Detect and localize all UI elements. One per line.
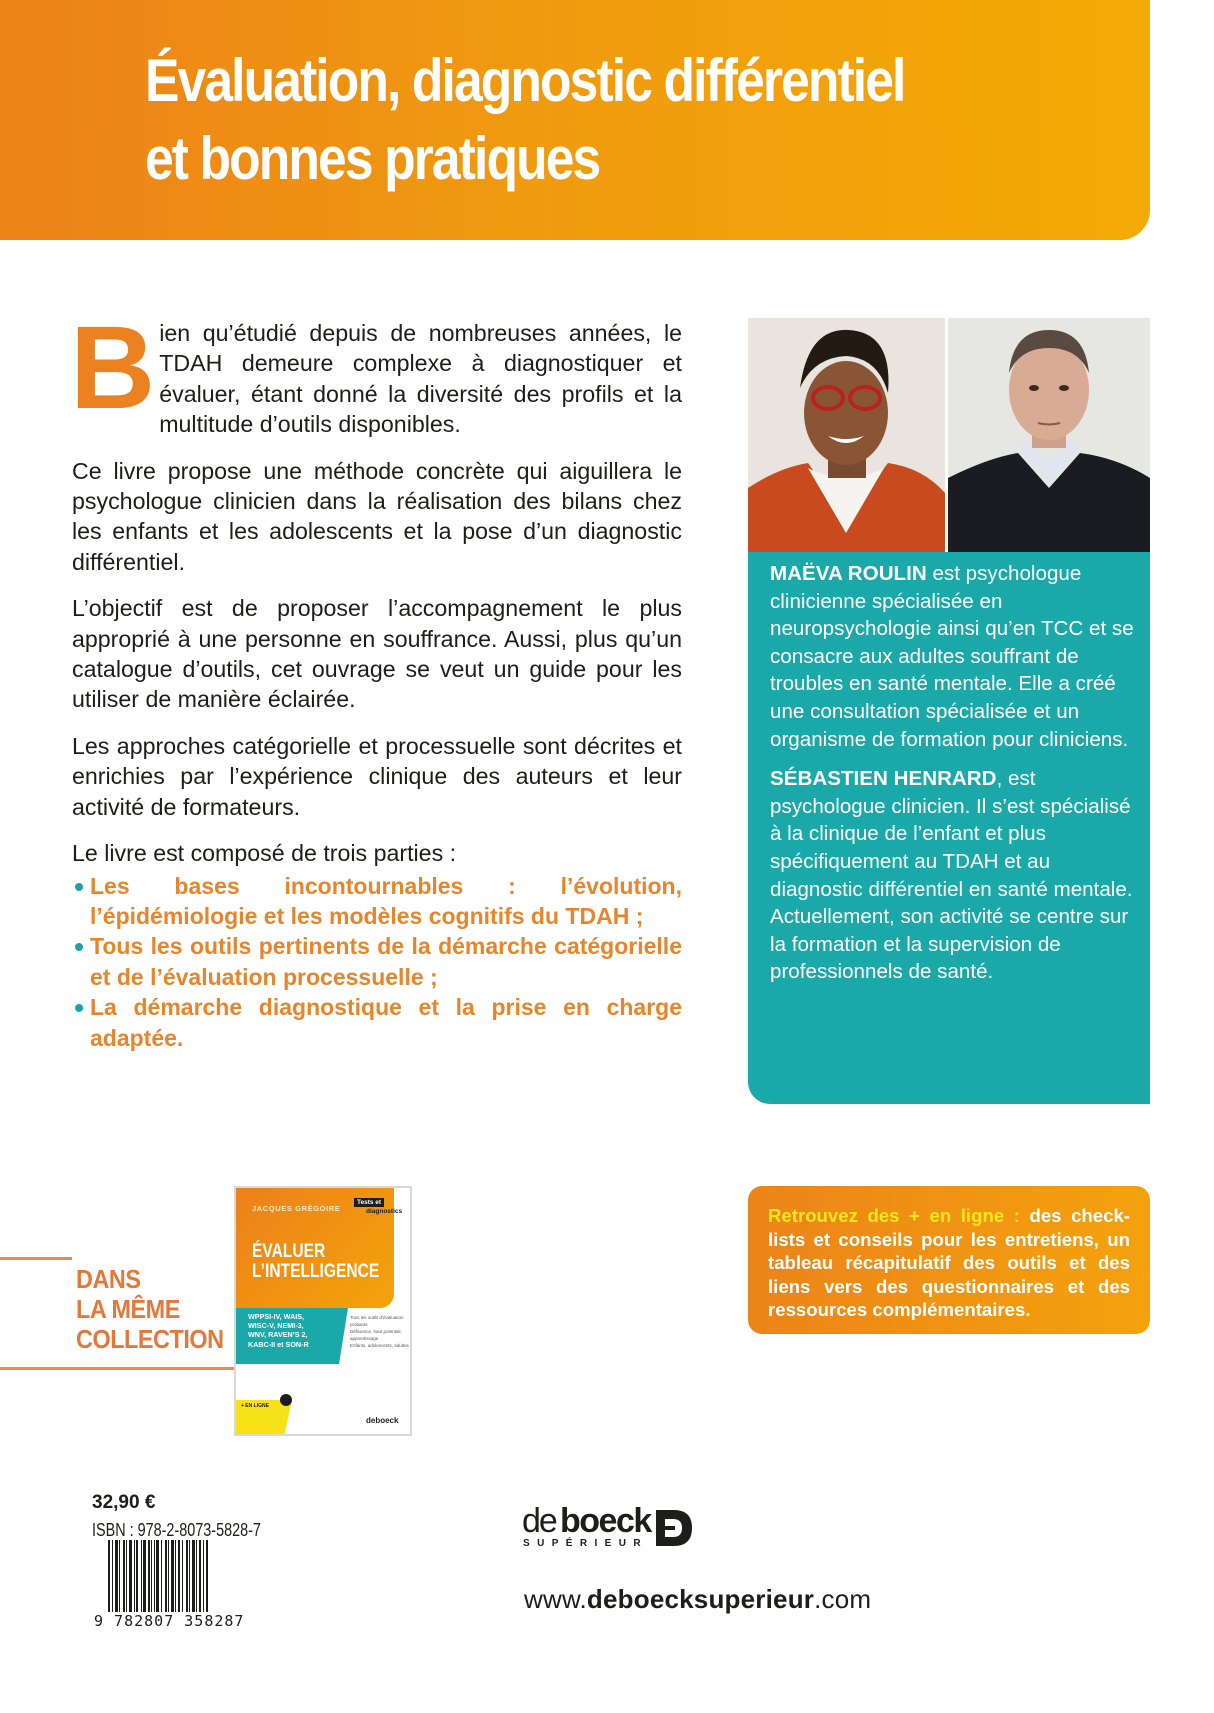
online-highlight: Retrouvez des + en ligne : [768, 1205, 1020, 1226]
title-line-2: et bonnes pratiques [145, 125, 600, 192]
cover-publisher-logo: deboeck [366, 1416, 399, 1425]
author-bio-maeva: MAËVA ROULIN est psychologue clinicienne spécialisée en neuropsychologie ainsi qu’en TCC et se consacre aux adultes souffrant de troubles en santé mentale. Elle a créé une consultation spécialisée et un organisme de formation pour cliniciens. [770, 562, 1134, 751]
list-item: Les bases incontournables : l’évolution, l’épidémiologie et les modèles cognitifs du TDAH ; [72, 871, 682, 932]
isbn: ISBN : 978-2-8073-5828-7 [92, 1520, 261, 1540]
parts-list [72, 871, 682, 1053]
cover-author: JACQUES GRÉGOIRE [252, 1204, 341, 1213]
barcode-icon [108, 1540, 208, 1616]
online-badge-icon [280, 1394, 292, 1406]
author-bio-sebastien: SÉBASTIEN HENRARD, est psychologue clinicien. Il s’est spécialisé à la clinique de l’enfant et plus spécifiquement au TDAH et au diagnostic différentiel en santé mentale. Actuellement, son activité se centre sur la formation et la supervision de professionnels de santé. [770, 767, 1133, 984]
barcode [94, 1540, 254, 1630]
series-badge: Tests et [354, 1198, 384, 1207]
series-badge-sub: diagnostics [366, 1208, 403, 1215]
publisher-website-link[interactable]: www.deboecksuperieur.com [524, 1584, 872, 1614]
cover-tests-list: WPPSI-IV, WAIS, WISC-V, NEMI-3, WNV, RAVEN’S 2, KABC-II et SON-R [248, 1312, 309, 1349]
bullet-dot-icon [75, 883, 83, 891]
publisher-logo: de boeck SUPÉRIEUR [522, 1508, 702, 1552]
authors-card [748, 318, 1150, 1104]
cover-title: ÉVALUER L’INTELLIGENCE [252, 1241, 380, 1282]
bullet-dot-icon [75, 1004, 83, 1012]
list-item: Tous les outils pertinents de la démarche catégorielle et de l’évaluation processuelle ; [72, 931, 682, 992]
online-resources-box [748, 1186, 1150, 1334]
portrait-woman-icon [748, 318, 945, 552]
same-collection-label: DANS LA MÊME COLLECTION [76, 1264, 224, 1354]
author-photo-maeva [748, 318, 945, 552]
author-bios [748, 552, 1150, 1104]
portrait-man-icon [948, 318, 1150, 552]
list-item: La démarche diagnostique et la prise en charge adaptée. [72, 992, 682, 1053]
dropcap: B [70, 302, 152, 434]
barcode-digits: 9 782807 358287 [94, 1612, 245, 1630]
book-summary [70, 302, 682, 1053]
author-name: MAËVA ROULIN [770, 562, 927, 585]
price: 32,90 € [92, 1492, 156, 1513]
summary-paragraph-4: Les approches catégorielle et processuelle sont décrites et enrichies par l’expérience clinique des auteurs et leur activité de formateurs. [72, 732, 682, 820]
summary-paragraph-1: Bien qu’étudié depuis de nombreuses années, le TDAH demeure complexe à diagnostiquer et évaluer, étant donné la diversité des profils et la multitude d’outils disponibles. [70, 302, 682, 438]
divider-line [0, 1257, 72, 1260]
title-line-1: Évaluation, diagnostic différentiel [145, 47, 905, 114]
author-photos [748, 318, 1150, 552]
summary-paragraph-3: L’objectif est de proposer l’accompagnement le plus approprié à une personne en souffrance. Aussi, plus qu’un catalogue d’outils, cet ouvrage se veut un guide pour les utiliser de manière éclairée. [72, 595, 682, 713]
cover-online-label: + EN LIGNE [241, 1403, 269, 1409]
author-photo-sebastien [948, 318, 1150, 552]
title-banner [0, 0, 1150, 240]
related-book-cover[interactable] [234, 1186, 412, 1436]
book-subtitle [145, 42, 971, 198]
publisher-d-mark-icon [656, 1510, 692, 1546]
online-text: des check-lists et conseils pour les entretiens, un tableau récapitulatif des outils et des liens vers des questionnaires et des ressources complémentaires. [768, 1205, 1130, 1321]
divider-line [0, 1367, 234, 1370]
author-name: SÉBASTIEN HENRARD [770, 767, 997, 791]
parts-intro: Le livre est composé de trois parties : [72, 840, 457, 867]
bullet-dot-icon [75, 943, 83, 951]
cover-bullets: Tous les outils d’évaluation probants Déficience, haut potentiel, apprentissage Enfants, adolescents, adultes [350, 1315, 409, 1348]
summary-paragraph-2: Ce livre propose une méthode concrète qui aiguillera le psychologue clinicien dans la réalisation des bilans chez les enfants et les adolescents et la pose d’un diagnostic différentiel. [72, 457, 682, 575]
